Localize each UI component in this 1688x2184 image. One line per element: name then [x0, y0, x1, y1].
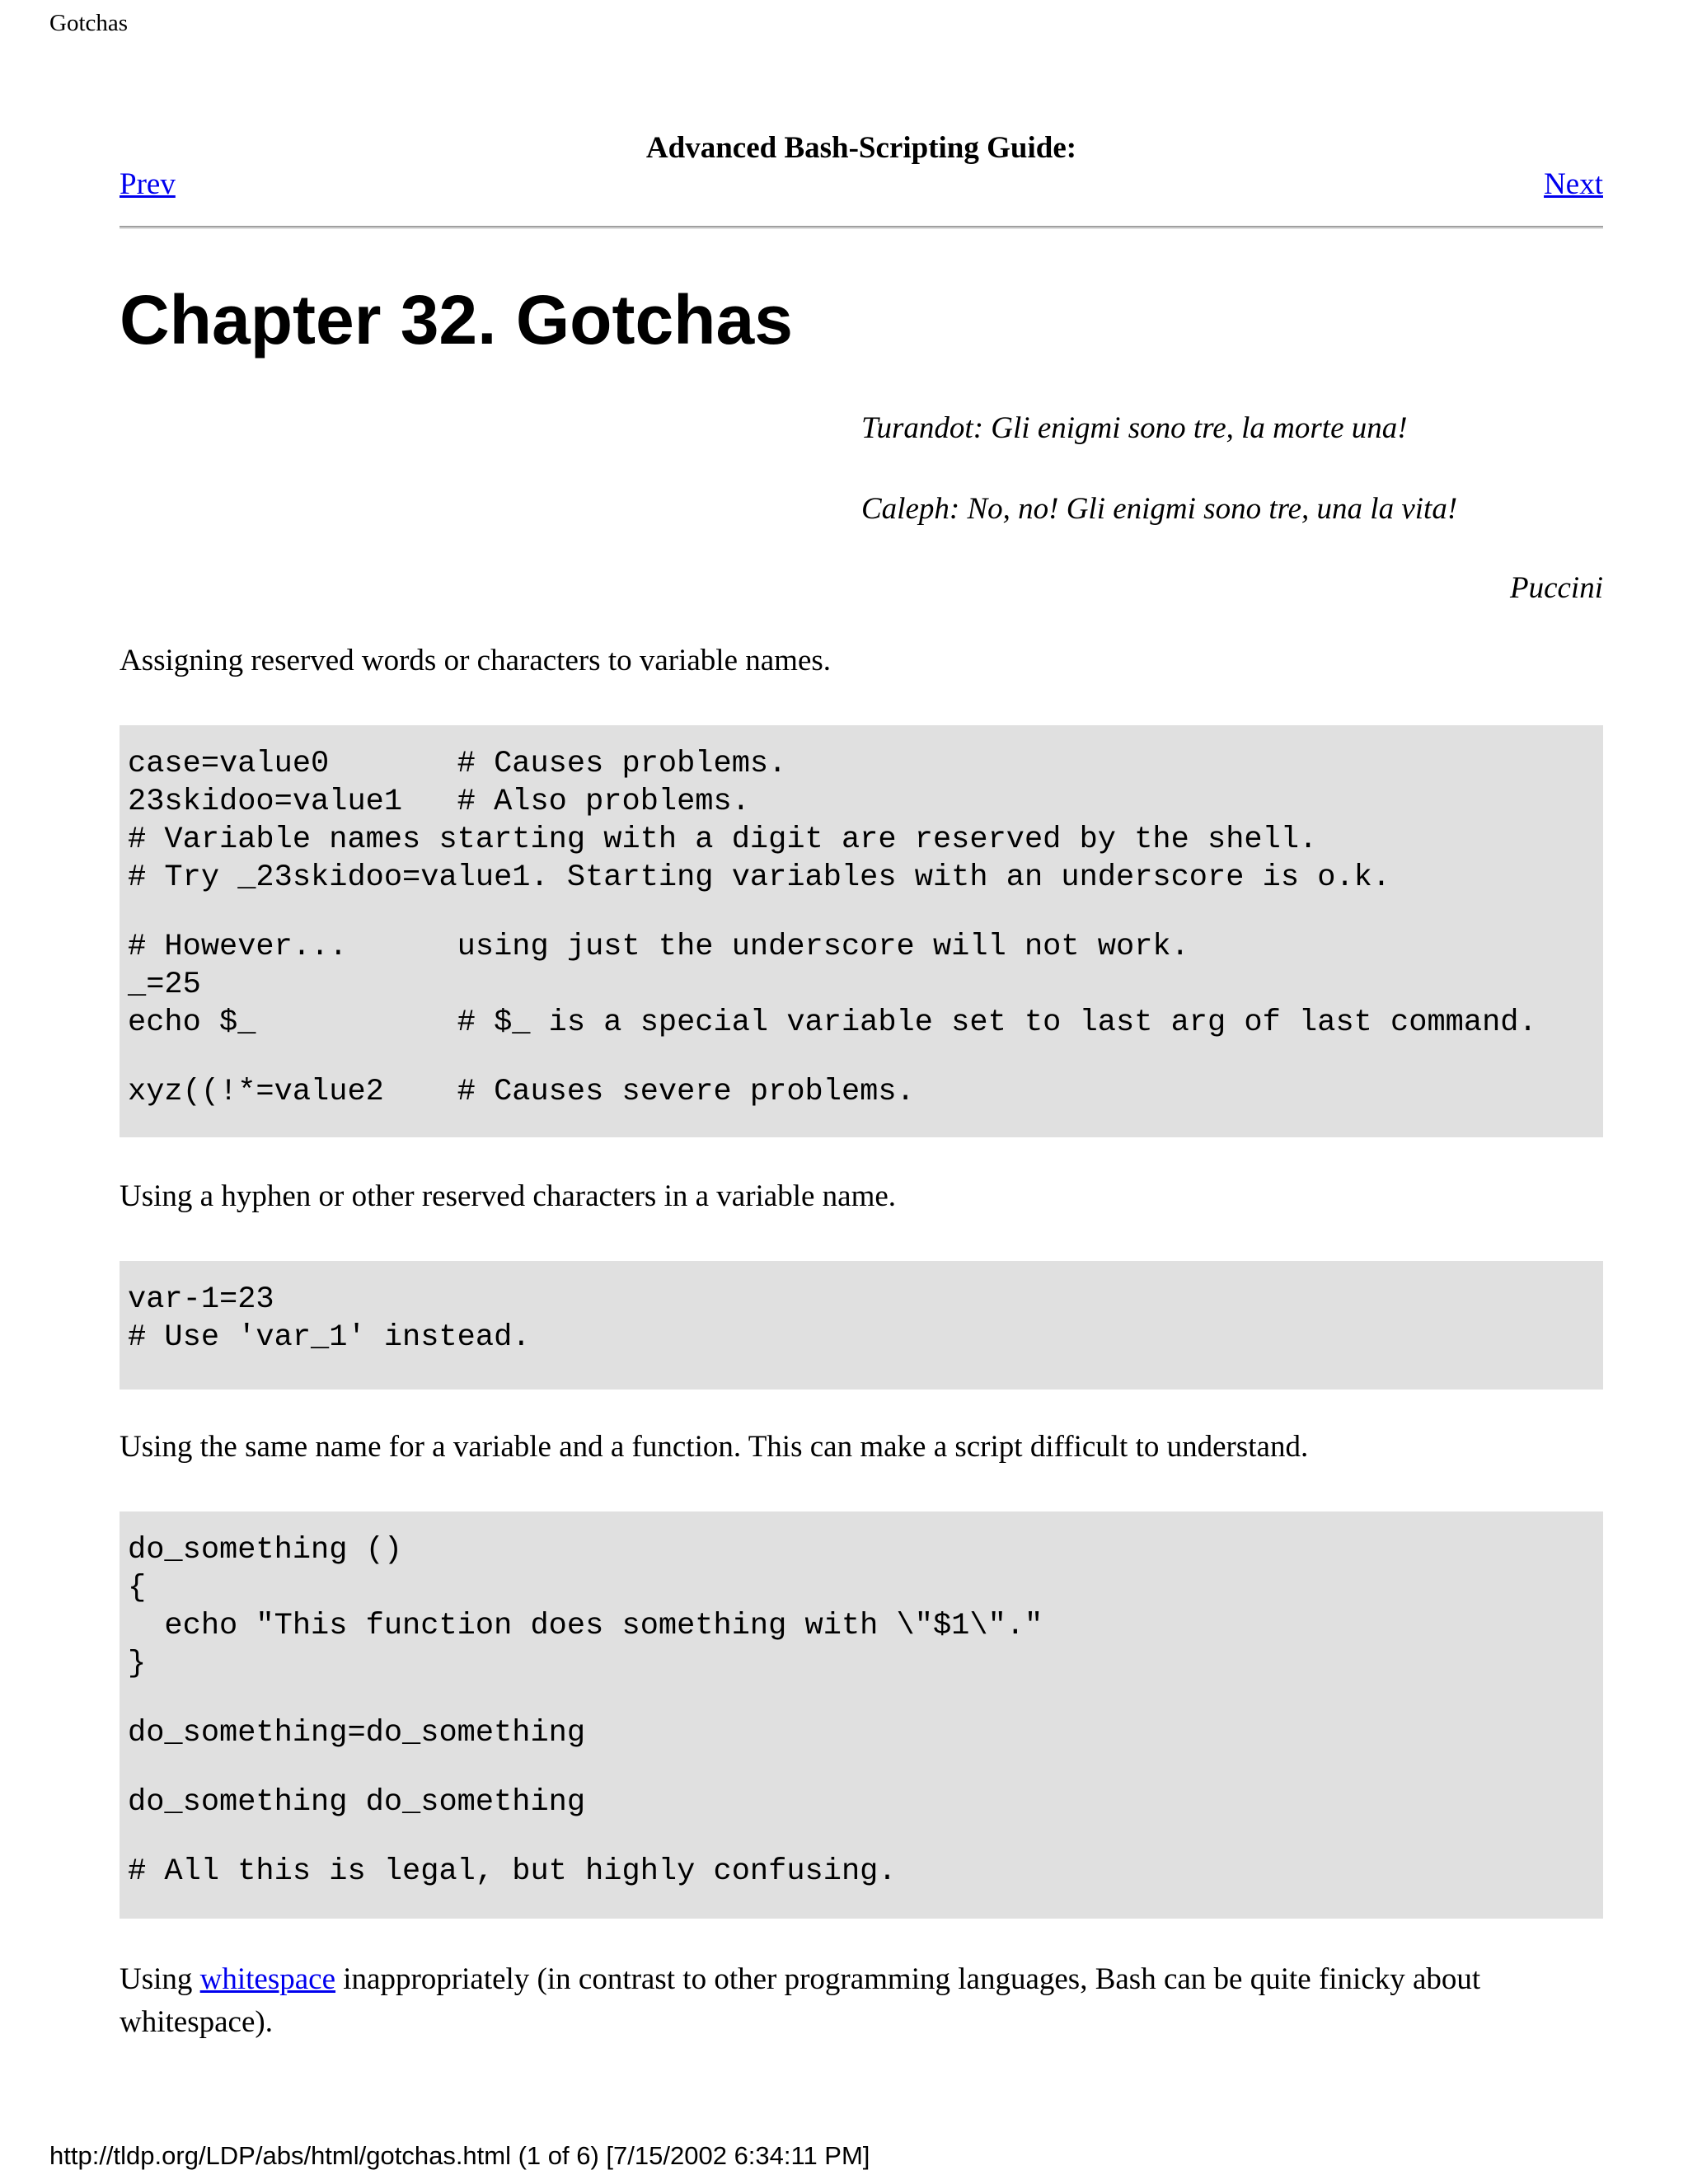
- epigraph-line-2: Caleph: No, no! Gli enigmi sono tre, una la vita!: [861, 492, 1458, 526]
- code-line: # Try _23skidoo=value1. Starting variables with an underscore is o.k.: [128, 860, 1391, 895]
- paragraph-reserved-words: Assigning reserved words or characters to variable names.: [120, 644, 832, 677]
- paragraph-text: inappropriately (in contrast to other programming languages, Bash can be quite finicky about whitespace).: [120, 1962, 1481, 2039]
- code-line: var-1=23: [128, 1282, 274, 1317]
- code-line: echo "This function does something with \"$1\".": [128, 1609, 1043, 1643]
- code-line: 23skidoo=value1 # Also problems.: [128, 785, 750, 819]
- code-line: # Variable names starting with a digit are reserved by the shell.: [128, 823, 1318, 857]
- code-line: # All this is legal, but highly confusing.: [128, 1854, 897, 1889]
- epigraph-attribution: Puccini: [1509, 571, 1603, 605]
- nav-header-title: Advanced Bash-Scripting Guide:: [645, 131, 1077, 165]
- code-line: xyz((!*=value2 # Causes severe problems.: [128, 1075, 915, 1109]
- chapter-title: Chapter 32. Gotchas: [120, 281, 793, 359]
- paragraph-hyphen: Using a hyphen or other reserved characters in a variable name.: [120, 1179, 897, 1213]
- epigraph-line-1: Turandot: Gli enigmi sono tre, la morte una!: [861, 411, 1408, 445]
- code-line: do_something do_something: [128, 1785, 586, 1820]
- code-line: # Use 'var_1' instead.: [128, 1320, 531, 1355]
- paragraph-whitespace: [120, 1958, 1603, 2044]
- next-link[interactable]: Next: [1544, 167, 1603, 201]
- code-line: echo $_ # $_ is a special variable set to last arg of last command.: [128, 1005, 1537, 1040]
- code-line: }: [128, 1647, 147, 1681]
- prev-link[interactable]: Prev: [120, 167, 176, 201]
- code-block-hyphen: [120, 1261, 1603, 1390]
- code-line: do_something=do_something: [128, 1716, 586, 1750]
- code-line: case=value0 # Causes problems.: [128, 747, 787, 781]
- code-line: # However... using just the underscore will not work.: [128, 930, 1189, 964]
- whitespace-link[interactable]: whitespace: [199, 1962, 336, 1996]
- paragraph-same-name: Using the same name for a variable and a function. This can make a script difficult to understand.: [120, 1430, 1309, 1464]
- code-line: do_something (): [128, 1533, 403, 1568]
- code-line: {: [128, 1571, 147, 1605]
- code-block-same-name: [120, 1511, 1603, 1919]
- paragraph-text: Using: [120, 1962, 200, 1996]
- page-footer-url: http://tldp.org/LDP/abs/html/gotchas.html (1 of 6) [7/15/2002 6:34:11 PM]: [49, 2141, 870, 2170]
- code-block-reserved-words: [120, 725, 1603, 1137]
- code-line: _=25: [128, 968, 201, 1002]
- header-divider: [120, 226, 1603, 229]
- running-header: Gotchas: [49, 10, 129, 36]
